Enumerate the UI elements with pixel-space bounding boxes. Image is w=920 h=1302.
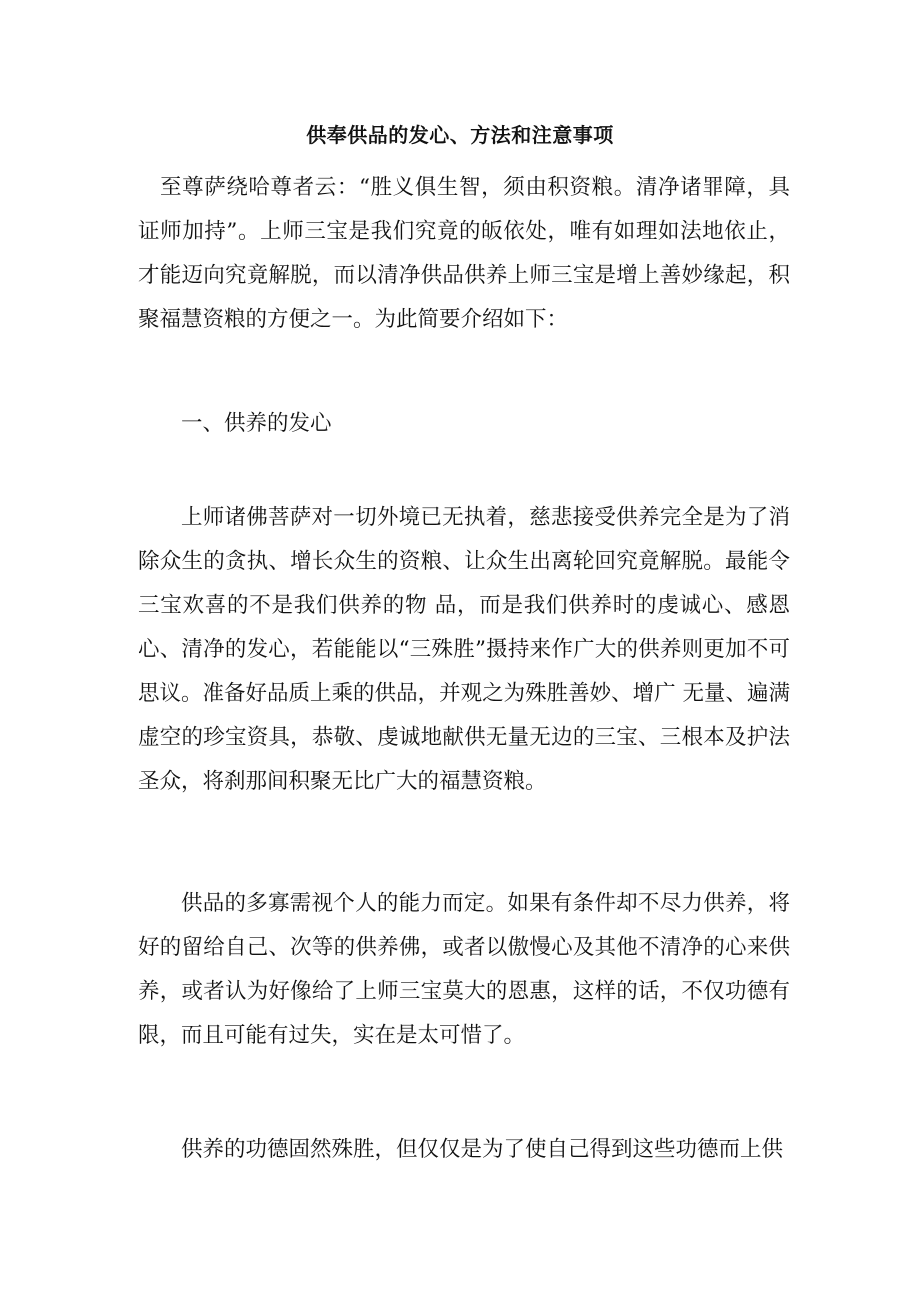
section-heading: 一、供养的发心 xyxy=(181,411,332,436)
body-paragraph-3: 供养的功德固然殊胜，但仅仅是为了使自己得到这些功德而上供 xyxy=(181,1137,784,1162)
intro-paragraph: 至尊萨绕哈尊者云：“胜义俱生智，须由积资粮。清净诸罪障，具证师加持”。上师三宝是我们究竟的皈依处，唯有如理如法地依止，才能迈向究竟解脱，而以清净供品供养上师三宝是增上善妙缘起，积聚福慧资粮的方便之一。为此简要介绍如下： xyxy=(138,175,790,332)
body-paragraph-2: 供品的多寡需视个人的能力而定。如果有条件却不尽力供养，将好的留给自己、次等的供养佛，或者以傲慢心及其他不清净的心来供养，或者认为好像给了上师三宝莫大的恩惠，这样的话，不仅功德有限，而且可能有过失，实在是太可惜了。 xyxy=(138,891,790,1048)
document-title: 供奉供品的发心、方法和注意事项 xyxy=(306,123,614,147)
body-paragraph-1: 上师诸佛菩萨对一切外境已无执着，慈悲接受供养完全是为了消除众生的贪执、增长众生的资粮、让众生出离轮回究竟解脱。最能令三宝欢喜的不是我们供养的物 品，而是我们供养时的虔诚心、感恩心、清净的发心，若能能以“三殊胜”摄持来作广大的供养则更加不可思议。准备好品质上乘的供品，并观之为殊胜善妙、增广 无量、遍满虚空的珍宝资具，恭敬、虔诚地献供无量无边的三宝、三根本及护法圣众，将刹那间积聚无比广大的福慧资粮。 xyxy=(138,505,790,794)
